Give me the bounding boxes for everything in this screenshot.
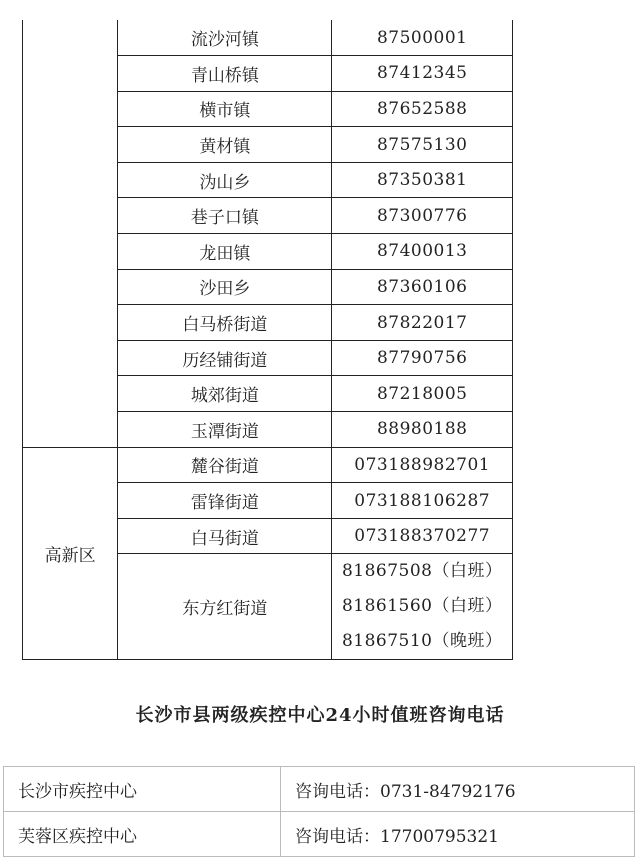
cdc-name: 芙蓉区疾控中心 <box>4 812 281 857</box>
town-name: 雷锋街道 <box>118 483 332 519</box>
town-name: 城郊街道 <box>118 376 332 412</box>
town-phone: 87300776 <box>332 198 513 234</box>
town-name: 流沙河镇 <box>118 20 332 56</box>
town-name: 玉潭街道 <box>118 412 332 448</box>
table-row <box>23 20 513 56</box>
town-phone: 87575130 <box>332 127 513 163</box>
town-name: 龙田镇 <box>118 234 332 270</box>
town-phone: 87360106 <box>332 269 513 305</box>
table-row <box>4 767 635 812</box>
cdc-phone: 咨询电话：17700795321 <box>281 812 635 857</box>
section-title: 长沙市县两级疾控中心24小时值班咨询电话 <box>135 705 505 726</box>
town-phone: 87412345 <box>332 56 513 92</box>
town-name: 青山桥镇 <box>118 56 332 92</box>
town-contact-table <box>22 20 513 660</box>
town-phone: 073188982701 <box>332 447 513 483</box>
town-phone: 87652588 <box>332 91 513 127</box>
town-phone: 87790756 <box>332 340 513 376</box>
cdc-contact-table <box>3 766 635 857</box>
town-name: 麓谷街道 <box>118 447 332 483</box>
town-name: 白马桥街道 <box>118 305 332 341</box>
town-phone: 81867508（白班） <box>341 561 503 582</box>
town-phone-list <box>332 554 513 660</box>
town-phone: 81867510（晚班） <box>341 631 503 652</box>
cdc-phone: 咨询电话：0731-84792176 <box>281 767 635 812</box>
town-phone: 88980188 <box>332 412 513 448</box>
town-name: 沩山乡 <box>118 162 332 198</box>
town-name: 历经铺街道 <box>118 340 332 376</box>
table-row <box>4 812 635 857</box>
town-name: 黄材镇 <box>118 127 332 163</box>
town-phone: 87822017 <box>332 305 513 341</box>
town-phone: 87400013 <box>332 234 513 270</box>
town-name: 白马街道 <box>118 518 332 554</box>
town-phone: 81861560（白班） <box>341 596 503 617</box>
town-phone: 87500001 <box>332 20 513 56</box>
district-cell <box>23 20 118 447</box>
cdc-name: 长沙市疾控中心 <box>4 767 281 812</box>
town-name: 沙田乡 <box>118 269 332 305</box>
town-phone: 073188106287 <box>332 483 513 519</box>
town-name: 巷子口镇 <box>118 198 332 234</box>
town-name: 横市镇 <box>118 91 332 127</box>
town-phone: 073188370277 <box>332 518 513 554</box>
table-row <box>23 447 513 483</box>
district-cell: 高新区 <box>23 447 118 660</box>
town-phone: 87350381 <box>332 162 513 198</box>
town-phone: 87218005 <box>332 376 513 412</box>
town-name: 东方红街道 <box>118 554 332 660</box>
